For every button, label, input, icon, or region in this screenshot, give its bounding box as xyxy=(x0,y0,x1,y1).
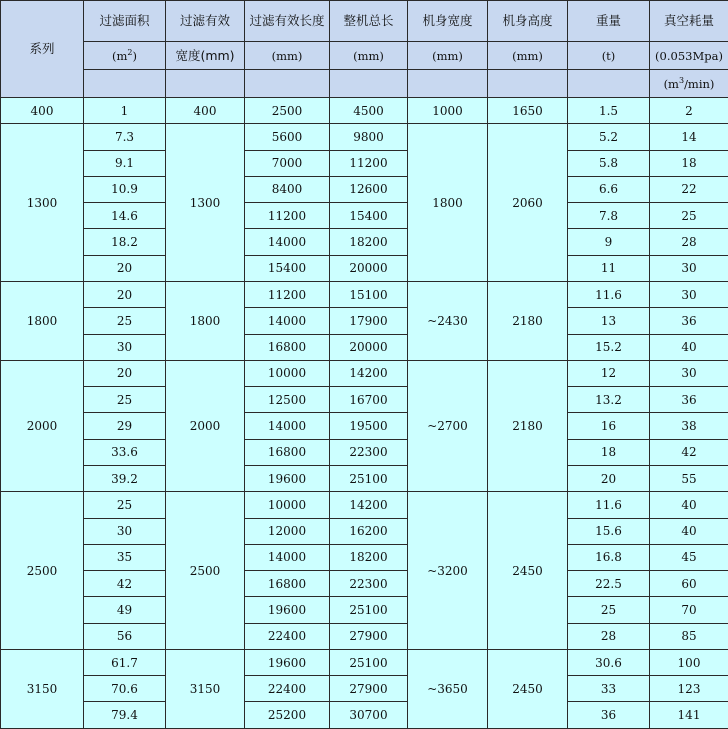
cell-width: 2500 xyxy=(166,492,245,650)
cell-weight: 9 xyxy=(568,229,650,255)
cell-body-height: 2180 xyxy=(488,281,568,360)
cell-eff-length: 14000 xyxy=(245,413,330,439)
header-blank-cell xyxy=(488,70,568,98)
table-row xyxy=(1,124,728,150)
header-area-unit: $(m^2)$ xyxy=(84,42,166,70)
header-eff-length: 过滤有效长度 xyxy=(245,1,330,42)
cell-vacuum: 40 xyxy=(650,518,728,544)
header-area: 过滤面积 xyxy=(84,1,166,42)
cell-vacuum: 14 xyxy=(650,124,728,150)
cell-body-height: 2450 xyxy=(488,492,568,650)
table-row xyxy=(1,492,728,518)
cell-area: 35 xyxy=(84,544,166,570)
header-body-width-unit: (mm) xyxy=(408,42,488,70)
cell-total-length: 20000 xyxy=(330,255,408,281)
table-row xyxy=(1,676,728,702)
header-weight: 重量 xyxy=(568,1,650,42)
header-width-unit: 宽度(mm) xyxy=(166,42,245,70)
cell-vacuum: 85 xyxy=(650,623,728,649)
table-row xyxy=(1,465,728,491)
cell-total-length: 19500 xyxy=(330,413,408,439)
cell-vacuum: 141 xyxy=(650,702,728,729)
cell-eff-length: 8400 xyxy=(245,176,330,202)
cell-area: 30 xyxy=(84,518,166,544)
cell-area: 42 xyxy=(84,571,166,597)
cell-body-width: ~2700 xyxy=(408,360,488,491)
cell-total-length: 18200 xyxy=(330,229,408,255)
header-weight-unit: (t) xyxy=(568,42,650,70)
cell-width: 1300 xyxy=(166,124,245,282)
cell-total-length: 20000 xyxy=(330,334,408,360)
cell-area: 25 xyxy=(84,492,166,518)
cell-eff-length: 7000 xyxy=(245,150,330,176)
cell-weight: 15.6 xyxy=(568,518,650,544)
cell-weight: 5.2 xyxy=(568,124,650,150)
cell-eff-length: 14000 xyxy=(245,308,330,334)
cell-area: 79.4 xyxy=(84,702,166,729)
cell-total-length: 14200 xyxy=(330,492,408,518)
cell-vacuum: 28 xyxy=(650,229,728,255)
header-total-length-unit: (mm) xyxy=(330,42,408,70)
table-row xyxy=(1,308,728,334)
cell-weight: 13.2 xyxy=(568,387,650,413)
cell-total-length: 22300 xyxy=(330,439,408,465)
cell-total-length: 22300 xyxy=(330,571,408,597)
cell-weight: 1.5 xyxy=(568,98,650,124)
cell-total-length: 25100 xyxy=(330,649,408,675)
cell-total-length: 18200 xyxy=(330,544,408,570)
cell-vacuum: 60 xyxy=(650,571,728,597)
cell-total-length: 12600 xyxy=(330,176,408,202)
cell-vacuum: 30 xyxy=(650,281,728,307)
header-series: 系列 xyxy=(1,1,84,98)
table-row xyxy=(1,623,728,649)
header-eff-length-unit: (mm) xyxy=(245,42,330,70)
cell-vacuum: 45 xyxy=(650,544,728,570)
cell-total-length: 9800 xyxy=(330,124,408,150)
cell-area: 29 xyxy=(84,413,166,439)
cell-total-length: 16700 xyxy=(330,387,408,413)
header-vacuum-unit: (0.053Mpa) xyxy=(650,42,728,70)
cell-vacuum: 38 xyxy=(650,413,728,439)
table-row xyxy=(1,360,728,386)
cell-weight: 11.6 xyxy=(568,492,650,518)
cell-area: 18.2 xyxy=(84,229,166,255)
cell-total-length: 15100 xyxy=(330,281,408,307)
cell-area: 14.6 xyxy=(84,203,166,229)
header-blank-cell xyxy=(330,70,408,98)
cell-vacuum: 30 xyxy=(650,360,728,386)
cell-area: 10.9 xyxy=(84,176,166,202)
cell-total-length: 4500 xyxy=(330,98,408,124)
header-vacuum-unit-2: $(m^3/\min)$ xyxy=(650,70,728,98)
cell-weight: 25 xyxy=(568,597,650,623)
table-row xyxy=(1,176,728,202)
header-body-height-unit: (mm) xyxy=(488,42,568,70)
cell-total-length: 17900 xyxy=(330,308,408,334)
cell-vacuum: 25 xyxy=(650,203,728,229)
cell-total-length: 27900 xyxy=(330,623,408,649)
table-row xyxy=(1,281,728,307)
header-blank-cell xyxy=(84,70,166,98)
header-width: 过滤有效 xyxy=(166,1,245,42)
cell-weight: 16 xyxy=(568,413,650,439)
cell-series: 400 xyxy=(1,98,84,124)
cell-body-height: 2180 xyxy=(488,360,568,491)
table-row xyxy=(1,255,728,281)
cell-body-height: 2450 xyxy=(488,649,568,728)
cell-width: 1800 xyxy=(166,281,245,360)
cell-vacuum: 2 xyxy=(650,98,728,124)
header-body-height: 机身高度 xyxy=(488,1,568,42)
cell-eff-length: 10000 xyxy=(245,492,330,518)
header-blank-cell xyxy=(568,70,650,98)
cell-eff-length: 22400 xyxy=(245,676,330,702)
cell-eff-length: 12500 xyxy=(245,387,330,413)
cell-eff-length: 12000 xyxy=(245,518,330,544)
table-row xyxy=(1,203,728,229)
cell-area: 61.7 xyxy=(84,649,166,675)
cell-eff-length: 5600 xyxy=(245,124,330,150)
cell-vacuum: 123 xyxy=(650,676,728,702)
cell-eff-length: 16800 xyxy=(245,571,330,597)
cell-weight: 7.8 xyxy=(568,203,650,229)
cell-area: 56 xyxy=(84,623,166,649)
cell-total-length: 11200 xyxy=(330,150,408,176)
cell-area: 25 xyxy=(84,308,166,334)
cell-eff-length: 25200 xyxy=(245,702,330,729)
cell-eff-length: 19600 xyxy=(245,465,330,491)
cell-vacuum: 36 xyxy=(650,308,728,334)
table-row xyxy=(1,571,728,597)
cell-total-length: 25100 xyxy=(330,597,408,623)
cell-series: 1300 xyxy=(1,124,84,282)
cell-weight: 12 xyxy=(568,360,650,386)
cell-weight: 20 xyxy=(568,465,650,491)
cell-body-width: ~2430 xyxy=(408,281,488,360)
cell-eff-length: 10000 xyxy=(245,360,330,386)
table-row xyxy=(1,702,728,729)
table-row xyxy=(1,544,728,570)
cell-area: 70.6 xyxy=(84,676,166,702)
cell-body-width: ~3650 xyxy=(408,649,488,728)
cell-eff-length: 16800 xyxy=(245,439,330,465)
cell-area: 20 xyxy=(84,281,166,307)
cell-area: 1 xyxy=(84,98,166,124)
cell-body-width: 1000 xyxy=(408,98,488,124)
cell-area: 20 xyxy=(84,360,166,386)
cell-series: 2000 xyxy=(1,360,84,491)
cell-eff-length: 15400 xyxy=(245,255,330,281)
cell-vacuum: 42 xyxy=(650,439,728,465)
cell-weight: 28 xyxy=(568,623,650,649)
cell-eff-length: 14000 xyxy=(245,229,330,255)
cell-weight: 18 xyxy=(568,439,650,465)
cell-area: 30 xyxy=(84,334,166,360)
table-row xyxy=(1,98,728,124)
cell-weight: 22.5 xyxy=(568,571,650,597)
cell-eff-length: 11200 xyxy=(245,203,330,229)
table-row xyxy=(1,229,728,255)
cell-area: 49 xyxy=(84,597,166,623)
cell-width: 3150 xyxy=(166,649,245,728)
cell-vacuum: 40 xyxy=(650,334,728,360)
cell-eff-length: 11200 xyxy=(245,281,330,307)
cell-total-length: 16200 xyxy=(330,518,408,544)
cell-weight: 15.2 xyxy=(568,334,650,360)
cell-area: 7.3 xyxy=(84,124,166,150)
cell-vacuum: 36 xyxy=(650,387,728,413)
cell-vacuum: 100 xyxy=(650,649,728,675)
table-row xyxy=(1,439,728,465)
cell-total-length: 27900 xyxy=(330,676,408,702)
header-vacuum: 真空耗量 xyxy=(650,1,728,42)
cell-body-height: 1650 xyxy=(488,98,568,124)
header-total-length: 整机总长 xyxy=(330,1,408,42)
cell-weight: 16.8 xyxy=(568,544,650,570)
table-row xyxy=(1,649,728,675)
table-row xyxy=(1,334,728,360)
cell-area: 39.2 xyxy=(84,465,166,491)
cell-total-length: 14200 xyxy=(330,360,408,386)
header-body-width: 机身宽度 xyxy=(408,1,488,42)
cell-body-width: ~3200 xyxy=(408,492,488,650)
cell-weight: 11 xyxy=(568,255,650,281)
cell-weight: 6.6 xyxy=(568,176,650,202)
cell-vacuum: 22 xyxy=(650,176,728,202)
table-body xyxy=(1,98,728,729)
cell-total-length: 25100 xyxy=(330,465,408,491)
header-blank-cell xyxy=(245,70,330,98)
cell-vacuum: 40 xyxy=(650,492,728,518)
cell-area: 9.1 xyxy=(84,150,166,176)
cell-weight: 11.6 xyxy=(568,281,650,307)
cell-area: 33.6 xyxy=(84,439,166,465)
cell-eff-length: 19600 xyxy=(245,649,330,675)
cell-total-length: 30700 xyxy=(330,702,408,729)
cell-vacuum: 70 xyxy=(650,597,728,623)
cell-weight: 5.8 xyxy=(568,150,650,176)
cell-vacuum: 18 xyxy=(650,150,728,176)
cell-eff-length: 2500 xyxy=(245,98,330,124)
cell-weight: 33 xyxy=(568,676,650,702)
header-blank-cell xyxy=(408,70,488,98)
cell-weight: 13 xyxy=(568,308,650,334)
cell-area: 25 xyxy=(84,387,166,413)
cell-total-length: 15400 xyxy=(330,203,408,229)
cell-body-height: 2060 xyxy=(488,124,568,282)
table-header xyxy=(1,1,728,98)
cell-weight: 36 xyxy=(568,702,650,729)
cell-weight: 30.6 xyxy=(568,649,650,675)
cell-eff-length: 22400 xyxy=(245,623,330,649)
table-row xyxy=(1,387,728,413)
table-row xyxy=(1,413,728,439)
cell-series: 3150 xyxy=(1,649,84,728)
table-row xyxy=(1,150,728,176)
header-blank-cell xyxy=(166,70,245,98)
cell-vacuum: 30 xyxy=(650,255,728,281)
cell-series: 2500 xyxy=(1,492,84,650)
cell-eff-length: 16800 xyxy=(245,334,330,360)
table-row xyxy=(1,597,728,623)
cell-width: 2000 xyxy=(166,360,245,491)
cell-series: 1800 xyxy=(1,281,84,360)
cell-body-width: 1800 xyxy=(408,124,488,282)
table-row xyxy=(1,518,728,544)
cell-width: 400 xyxy=(166,98,245,124)
cell-vacuum: 55 xyxy=(650,465,728,491)
cell-eff-length: 19600 xyxy=(245,597,330,623)
cell-area: 20 xyxy=(84,255,166,281)
cell-eff-length: 14000 xyxy=(245,544,330,570)
